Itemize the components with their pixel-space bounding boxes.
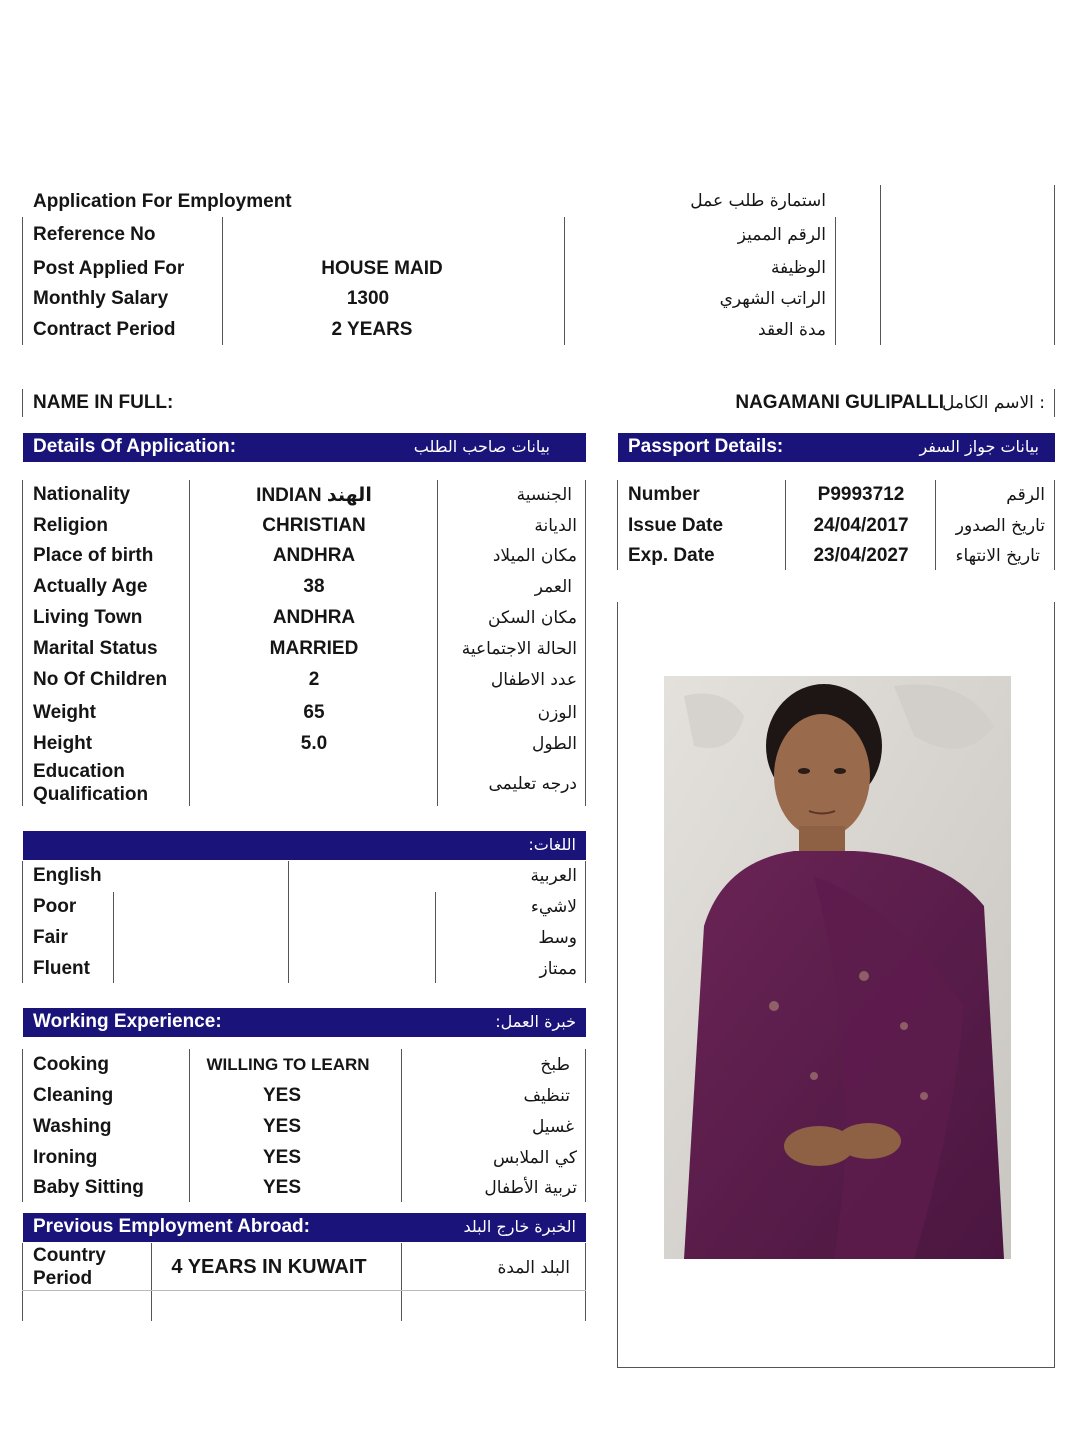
- age-label: Actually Age: [33, 576, 148, 597]
- previous-header-bar: [23, 1213, 586, 1242]
- name-label-ar: : الاسم الكامل: [942, 393, 1045, 413]
- religion-label: Religion: [33, 515, 108, 536]
- languages-header-bar: [23, 831, 586, 860]
- passport-border-right: [1054, 480, 1055, 570]
- cleaning-label-ar: تنظيف: [523, 1086, 570, 1106]
- weight-label: Weight: [33, 702, 96, 723]
- fluent-label: Fluent: [33, 958, 90, 979]
- passport-number-label-ar: الرقم: [1006, 485, 1045, 505]
- cooking-label: Cooking: [33, 1054, 109, 1075]
- marital-value: MARRIED: [269, 638, 359, 659]
- town-label-ar: مكان السكن: [488, 608, 577, 628]
- children-value: 2: [308, 669, 320, 690]
- post-value: HOUSE MAID: [321, 258, 443, 279]
- exp-date-value: 23/04/2027: [813, 545, 909, 566]
- salary-label-ar: الراتب الشهري: [719, 289, 826, 309]
- lang-border-right: [585, 861, 586, 983]
- photo-frame-right: [1054, 602, 1055, 1368]
- prev-border-right: [585, 1243, 586, 1321]
- form-title-ar: استمارة طلب عمل: [690, 191, 826, 211]
- height-value: 5.0: [300, 733, 328, 754]
- religion-label-ar: الديانة: [534, 516, 577, 536]
- babysitting-label-ar: تربية الأطفال: [484, 1178, 577, 1198]
- children-label: No Of Children: [33, 669, 168, 690]
- cleaning-label: Cleaning: [33, 1085, 114, 1106]
- passport-number-value: P9993712: [817, 484, 905, 505]
- name-border-left: [22, 389, 23, 417]
- english-label: English: [33, 865, 102, 886]
- ironing-label: Ironing: [33, 1147, 98, 1168]
- exp-divider-2: [401, 1049, 402, 1202]
- religion-value: CHRISTIAN: [262, 515, 366, 536]
- prev-divider-2: [401, 1243, 402, 1321]
- lang-divider-left: [113, 892, 114, 983]
- lang-divider-mid: [288, 861, 289, 983]
- education-label-1: Education: [33, 761, 125, 782]
- name-label: NAME IN FULL:: [33, 392, 174, 413]
- nationality-value: INDIAN الهند: [256, 485, 372, 506]
- ironing-label-ar: كي الملابس: [493, 1148, 577, 1168]
- full-name-value: NAGAMANI GULIPALLI: [735, 392, 944, 413]
- previous-title-en: Previous Employment Abroad:: [33, 1216, 310, 1237]
- application-header-bar: [23, 433, 586, 462]
- experience-title-en: Working Experience:: [33, 1011, 222, 1032]
- cleaning-value: YES: [262, 1085, 302, 1106]
- salary-value: 1300: [346, 288, 390, 309]
- contract-value: 2 YEARS: [331, 319, 413, 340]
- height-label-ar: الطول: [532, 734, 577, 754]
- app-border-left: [22, 480, 23, 806]
- education-label-ar: درجه تعليمى: [488, 774, 577, 794]
- post-label-ar: الوظيفة: [770, 258, 826, 278]
- salary-label: Monthly Salary: [33, 288, 169, 309]
- reference-label: Reference No: [33, 224, 156, 245]
- passport-title-ar: بيانات جواز السفر: [919, 437, 1039, 456]
- weight-label-ar: الوزن: [537, 703, 577, 723]
- header-divider-4: [880, 185, 881, 345]
- application-title-en: Details Of Application:: [33, 436, 237, 457]
- experience-title-ar: خبرة العمل:: [495, 1012, 576, 1031]
- header-border-right: [1054, 185, 1055, 345]
- application-title-ar: بيانات صاحب الطلب: [413, 437, 550, 456]
- experience-header-bar: [23, 1008, 586, 1037]
- header-divider-3: [835, 217, 836, 345]
- header-border-left: [22, 217, 23, 345]
- issue-date-label-ar: تاريخ الصدور: [955, 516, 1045, 536]
- height-label: Height: [33, 733, 93, 754]
- town-value: ANDHRA: [272, 607, 356, 628]
- photo-frame-left: [617, 602, 618, 1368]
- birthplace-label-ar: مكان الميلاد: [492, 546, 577, 566]
- birthplace-label: Place of birth: [33, 545, 154, 566]
- lang-divider-right: [435, 892, 436, 983]
- previous-label-ar: البلد المدة: [497, 1258, 570, 1278]
- previous-title-ar: الخبرة خارج البلد: [463, 1217, 576, 1236]
- contract-label: Contract Period: [33, 319, 176, 340]
- fair-label-ar: وسط: [538, 928, 577, 948]
- babysitting-label: Baby Sitting: [33, 1177, 144, 1198]
- washing-label: Washing: [33, 1116, 112, 1137]
- birthplace-value: ANDHRA: [272, 545, 356, 566]
- marital-label-ar: الحالة الاجتماعية: [461, 639, 577, 659]
- babysitting-value: YES: [262, 1177, 302, 1198]
- period-label: Period: [33, 1268, 93, 1289]
- marital-label: Marital Status: [33, 638, 158, 659]
- children-label-ar: عدد الاطفال: [490, 670, 577, 690]
- lang-border-left: [22, 861, 23, 983]
- prev-divider-1: [151, 1243, 152, 1321]
- previous-employment-value: 4 YEARS IN KUWAIT: [171, 1256, 367, 1278]
- washing-label-ar: غسيل: [531, 1117, 574, 1137]
- header-divider-2: [564, 217, 565, 345]
- issue-date-value: 24/04/2017: [813, 515, 909, 536]
- age-value: 38: [303, 576, 325, 597]
- photo-frame-bottom: [617, 1367, 1055, 1368]
- exp-date-label: Exp. Date: [628, 545, 715, 566]
- poor-label-ar: لاشيء: [530, 897, 577, 917]
- passport-border-left: [617, 480, 618, 570]
- exp-border-right: [585, 1049, 586, 1202]
- post-label: Post Applied For: [33, 258, 185, 279]
- reference-label-ar: الرقم المميز: [737, 225, 826, 245]
- country-label: Country: [33, 1245, 106, 1266]
- form-title-en: Application For Employment: [33, 191, 292, 212]
- education-label-2: Qualification: [33, 784, 149, 805]
- exp-border-left: [22, 1049, 23, 1202]
- town-label: Living Town: [33, 607, 143, 628]
- passport-title-en: Passport Details:: [628, 436, 784, 457]
- nationality-label-ar: الجنسية: [516, 485, 572, 505]
- washing-value: YES: [262, 1116, 302, 1137]
- ironing-value: YES: [262, 1147, 302, 1168]
- name-border-right: [1054, 389, 1055, 417]
- cooking-label-ar: طبخ: [540, 1055, 570, 1075]
- weight-value: 65: [303, 702, 325, 723]
- arabic-label: العربية: [530, 866, 577, 886]
- prev-row-separator: [22, 1290, 586, 1291]
- fair-label: Fair: [33, 927, 68, 948]
- poor-label: Poor: [33, 896, 77, 917]
- exp-date-label-ar: تاريخ الانتهاء: [955, 546, 1040, 566]
- passport-number-label: Number: [628, 484, 700, 505]
- contract-label-ar: مدة العقد: [758, 320, 826, 340]
- app-border-right: [585, 480, 586, 806]
- nationality-label: Nationality: [33, 484, 131, 505]
- applicant-photo: [664, 676, 1011, 1259]
- age-label-ar: العمر: [534, 577, 572, 597]
- languages-title-ar: اللغات:: [528, 835, 576, 854]
- cooking-value: WILLING TO LEARN: [206, 1055, 370, 1074]
- fluent-label-ar: ممتاز: [539, 959, 577, 979]
- prev-border-left: [22, 1243, 23, 1321]
- issue-date-label: Issue Date: [628, 515, 724, 536]
- passport-header-bar: [618, 433, 1055, 462]
